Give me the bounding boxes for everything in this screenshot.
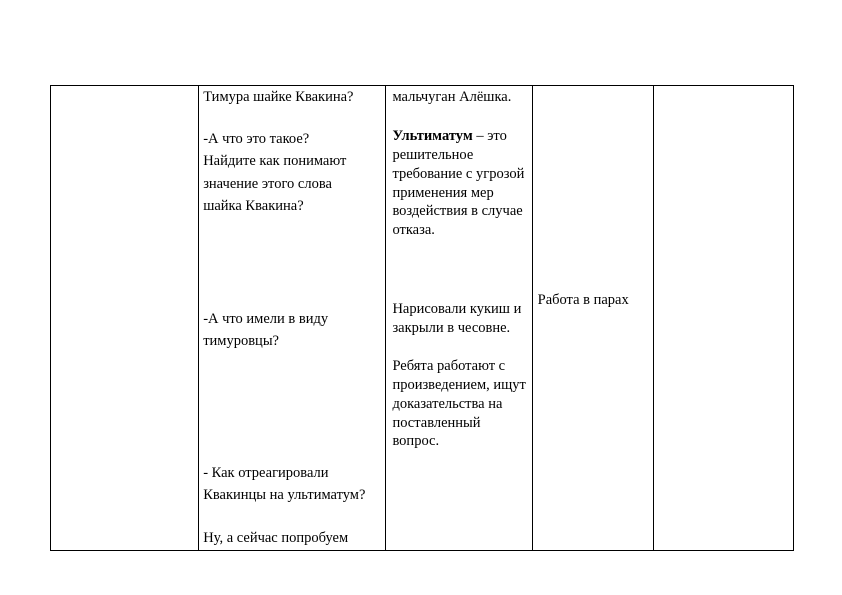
question-line: Тимура шайке Квакина? <box>203 89 354 105</box>
term-ultimatum: Ультиматум <box>392 128 473 144</box>
lesson-plan-table <box>50 85 794 551</box>
question-line: значение этого слова <box>203 175 332 192</box>
table-cell-work-form <box>532 86 653 551</box>
answer-line: мальчуган Алёшка. <box>392 89 512 105</box>
question-block-3 <box>199 462 367 507</box>
question-block-2 <box>199 308 330 353</box>
answer-paragraph: Нарисовали кукиш и закрыли в чесовне. <box>392 301 522 336</box>
question-block-1 <box>199 128 348 218</box>
definition-text: – это решительное требование с угрозой применения мер воздействия в случае отказа. <box>392 128 525 239</box>
table-cell-student-activity <box>386 86 532 551</box>
question-line: - Как отреагировали <box>203 465 329 481</box>
table-cell-stage <box>51 86 199 551</box>
table-cell-teacher-activity <box>199 86 386 551</box>
table-cell-notes <box>653 86 793 551</box>
question-line: тимуровцы? <box>203 333 279 350</box>
question-line: Квакинцы на ультиматум? <box>203 487 366 504</box>
question-line: Ну, а сейчас попробуем <box>203 530 349 546</box>
answer-paragraph: Ребята работают с произведением, ищут доказательства на поставленный вопрос. <box>392 358 526 450</box>
question-line: шайка Квакина? <box>203 198 304 215</box>
table-row <box>51 86 794 551</box>
question-line: -А что это такое? <box>203 131 310 147</box>
work-form-label: Работа в парах <box>537 292 629 308</box>
question-line: -А что имели в виду <box>203 311 329 327</box>
question-line: Найдите как понимают <box>203 153 347 170</box>
term-definition <box>386 127 531 240</box>
